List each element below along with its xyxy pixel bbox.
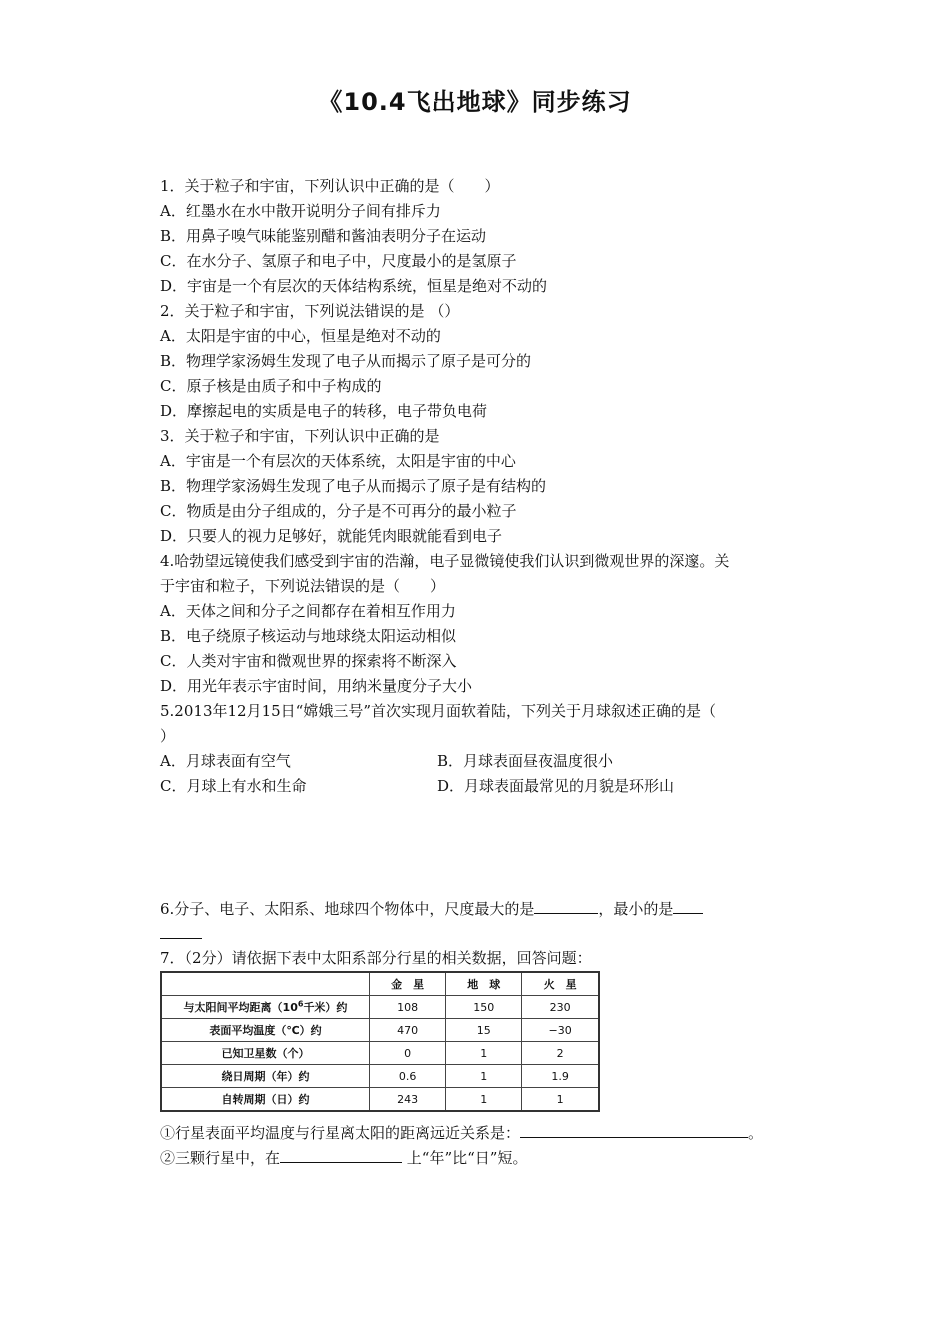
table-cell: 1 xyxy=(446,1042,522,1065)
q5-option-d: D．月球表面最常见的月貌是环形山 xyxy=(437,777,675,795)
q6-blank-largest[interactable] xyxy=(534,897,598,914)
q6-blank-smallest-cont[interactable] xyxy=(160,922,202,939)
q3-option-b: B．物理学家汤姆生发现了电子从而揭示了原子是有结构的 xyxy=(160,477,547,495)
table-cell: 2 xyxy=(522,1042,599,1065)
q6-text xyxy=(160,897,800,947)
q5-option-b: B．月球表面昼夜温度很小 xyxy=(437,752,614,770)
q2-option-b: B．物理学家汤姆生发现了电子从而揭示了原子是可分的 xyxy=(160,352,532,370)
q6-blank-smallest[interactable] xyxy=(673,897,703,914)
table-header-venus: 金 星 xyxy=(370,972,446,996)
q2-option-d: D．摩擦起电的实质是电子的转移，电子带负电荷 xyxy=(160,402,488,420)
q1-option-c: C．在水分子、氢原子和电子中，尺度最小的是氢原子 xyxy=(160,252,517,270)
table-header-earth: 地 球 xyxy=(446,972,522,996)
q1-stem: 1．关于粒子和宇宙，下列认识中正确的是（ ） xyxy=(160,177,500,195)
q4-option-c: C．人类对宇宙和微观世界的探索将不断深入 xyxy=(160,652,457,670)
q1-option-a: A．红墨水在水中散开说明分子间有排斥力 xyxy=(160,202,441,220)
table-row xyxy=(161,996,599,1019)
q7-sub1-suffix: 。 xyxy=(748,1124,764,1142)
table-cell: 230 xyxy=(522,996,599,1019)
q7-sub1-blank[interactable] xyxy=(520,1121,748,1138)
q7-sub2-blank[interactable] xyxy=(280,1146,402,1163)
table-header-row xyxy=(161,972,599,996)
table-cell: 1 xyxy=(446,1088,522,1112)
q7-sub1-prefix: ①行星表面平均温度与行星离太阳的距离远近关系是： xyxy=(160,1124,521,1142)
table-cell: 1 xyxy=(446,1065,522,1088)
planet-data-table xyxy=(160,971,600,1112)
q5-stem-line2: ） xyxy=(160,727,176,745)
table-cell: 108 xyxy=(370,996,446,1019)
table-cell: 0.6 xyxy=(370,1065,446,1088)
row-label-distance xyxy=(161,996,370,1019)
table-header-empty xyxy=(161,972,370,996)
q7-sub2-prefix: ②三颗行星中，在 xyxy=(160,1149,281,1167)
q5-options-row1 xyxy=(160,749,800,774)
table-cell: 1.9 xyxy=(522,1065,599,1088)
table-cell: 243 xyxy=(370,1088,446,1112)
table-row xyxy=(161,1042,599,1065)
q5-options-row2 xyxy=(160,774,800,799)
table-cell: 150 xyxy=(446,996,522,1019)
table-cell: 470 xyxy=(370,1019,446,1042)
q3-stem: 3．关于粒子和宇宙，下列认识中正确的是 xyxy=(160,427,440,445)
q6-part2: ，最小的是 xyxy=(598,900,674,918)
q7-sub1 xyxy=(160,1121,763,1146)
question-list xyxy=(160,174,800,799)
q3-option-d: D．只要人的视力足够好，就能凭肉眼就能看到电子 xyxy=(160,527,503,545)
q7-stem: 7．（2分）请依据下表中太阳系部分行星的相关数据，回答问题： xyxy=(160,949,592,967)
row-label-orbital-period: 绕日周期（年）约 xyxy=(161,1065,370,1088)
q5-stem-line1: 5.2013年12月15日“嫦娥三号”首次实现月面软着陆，下列关于月球叙述正确的是（ xyxy=(160,702,716,720)
q2-option-a: A．太阳是宇宙的中心，恒星是绝对不动的 xyxy=(160,327,441,345)
row-label-satellites: 已知卫星数（个） xyxy=(161,1042,370,1065)
q3-option-a: A．宇宙是一个有层次的天体系统，太阳是宇宙的中心 xyxy=(160,452,516,470)
q7-sub2-suffix: 上“年”比“日”短。 xyxy=(402,1149,528,1167)
table-cell: 15 xyxy=(446,1019,522,1042)
row-label-distance-sup: 6 xyxy=(297,999,304,1009)
row-label-distance-post: 千米）约 xyxy=(303,1001,348,1014)
q6-part1: 6.分子、电子、太阳系、地球四个物体中，尺度最大的是 xyxy=(160,900,535,918)
q7-sub2 xyxy=(160,1146,527,1171)
table-cell: −30 xyxy=(522,1019,599,1042)
table-row xyxy=(161,1019,599,1042)
q1-option-d: D．宇宙是一个有层次的天体结构系统，恒星是绝对不动的 xyxy=(160,277,548,295)
q5-option-a: A．月球表面有空气 xyxy=(160,752,291,770)
q3-option-c: C．物质是由分子组成的，分子是不可再分的最小粒子 xyxy=(160,502,517,520)
q2-stem: 2．关于粒子和宇宙，下列说法错误的是 （） xyxy=(160,302,460,320)
row-label-distance-pre: 与太阳间平均距离（10 xyxy=(183,1001,298,1014)
table-cell: 1 xyxy=(522,1088,599,1112)
q2-option-c: C．原子核是由质子和中子构成的 xyxy=(160,377,382,395)
q4-stem-line1: 4.哈勃望远镜使我们感受到宇宙的浩瀚，电子显微镜使我们认识到微观世界的深邃。关 xyxy=(160,552,730,570)
row-label-rotation-period: 自转周期（日）约 xyxy=(161,1088,370,1112)
q4-option-b: B．电子绕原子核运动与地球绕太阳运动相似 xyxy=(160,627,457,645)
q5-option-c: C．月球上有水和生命 xyxy=(160,777,307,795)
q4-stem-line2: 于宇宙和粒子，下列说法错误的是（ ） xyxy=(160,577,446,595)
table-header-mars: 火 星 xyxy=(522,972,599,996)
q1-option-b: B．用鼻子嗅气味能鉴别醋和酱油表明分子在运动 xyxy=(160,227,487,245)
row-label-temperature: 表面平均温度（℃）约 xyxy=(161,1019,370,1042)
table-row xyxy=(161,1088,599,1112)
q4-option-d: D．用光年表示宇宙时间，用纳米量度分子大小 xyxy=(160,677,473,695)
q4-option-a: A．天体之间和分子之间都存在着相互作用力 xyxy=(160,602,456,620)
page-title: 《10.4飞出地球》同步练习 xyxy=(318,88,632,116)
table-row xyxy=(161,1065,599,1088)
table-cell: 0 xyxy=(370,1042,446,1065)
